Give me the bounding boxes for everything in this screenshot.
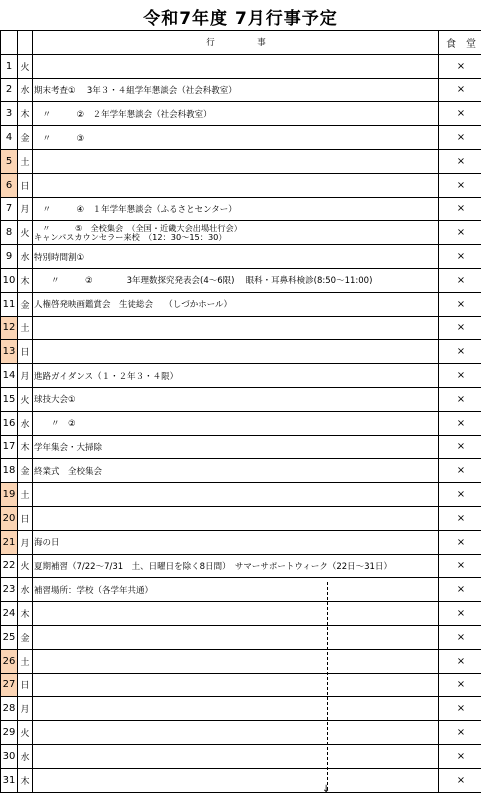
table-row bbox=[1, 411, 481, 435]
cafeteria-cell: × bbox=[439, 54, 481, 78]
weekday-cell: 金 bbox=[18, 126, 33, 150]
day-cell: 17 bbox=[1, 435, 18, 459]
weekday-cell: 火 bbox=[18, 387, 33, 411]
event-cell bbox=[33, 649, 439, 673]
cafeteria-cell: × bbox=[439, 625, 481, 649]
cafeteria-cell: × bbox=[439, 173, 481, 197]
header-weekday bbox=[18, 31, 33, 55]
header-day bbox=[1, 31, 18, 55]
day-cell: 8 bbox=[1, 221, 18, 245]
event-cell bbox=[33, 483, 439, 507]
table-row bbox=[1, 316, 481, 340]
event-cell bbox=[33, 197, 439, 221]
table-row bbox=[1, 54, 481, 78]
event-text: 〃 ③ bbox=[34, 133, 85, 144]
event-text-2: キャンパスカウンセラー来校 （12：30〜15：30） bbox=[34, 231, 227, 242]
event-cell bbox=[33, 506, 439, 530]
weekday-cell: 木 bbox=[18, 435, 33, 459]
table-row bbox=[1, 744, 481, 768]
table-row bbox=[1, 435, 481, 459]
event-text: 夏期補習（7/22〜7/31 土、日曜日を除く8日間） サマーサポートウィーク（22日〜31日） bbox=[34, 561, 392, 572]
event-text: 海の日 bbox=[34, 538, 60, 549]
event-cell bbox=[33, 245, 439, 269]
weekday-cell: 日 bbox=[18, 340, 33, 364]
weekday-cell: 水 bbox=[18, 744, 33, 768]
day-cell: 25 bbox=[1, 625, 18, 649]
day-cell: 10 bbox=[1, 268, 18, 292]
day-cell: 30 bbox=[1, 744, 18, 768]
day-cell: 23 bbox=[1, 578, 18, 602]
day-cell: 24 bbox=[1, 602, 18, 626]
event-cell bbox=[33, 530, 439, 554]
table-row bbox=[1, 149, 481, 173]
day-cell: 7 bbox=[1, 197, 18, 221]
event-text: 〃 ② 3年理数探究発表会(4〜6限) 眼科・耳鼻科検診(8:50〜11:00) bbox=[34, 276, 373, 287]
cafeteria-cell: × bbox=[439, 602, 481, 626]
day-cell: 27 bbox=[1, 673, 18, 697]
table-row bbox=[1, 768, 481, 792]
event-text: 〃 ⑤ 全校集会 （全国・近畿大会出場壮行会） bbox=[34, 222, 242, 233]
cafeteria-cell: × bbox=[439, 102, 481, 126]
cafeteria-cell: × bbox=[439, 268, 481, 292]
day-cell: 13 bbox=[1, 340, 18, 364]
event-cell bbox=[33, 268, 439, 292]
weekday-cell: 火 bbox=[18, 54, 33, 78]
event-cell bbox=[33, 673, 439, 697]
period-arrow-line bbox=[327, 582, 328, 790]
event-cell bbox=[33, 554, 439, 578]
day-cell: 14 bbox=[1, 364, 18, 388]
weekday-cell: 金 bbox=[18, 459, 33, 483]
event-cell bbox=[33, 697, 439, 721]
table-row bbox=[1, 197, 481, 221]
day-cell: 9 bbox=[1, 245, 18, 269]
event-cell bbox=[33, 602, 439, 626]
weekday-cell: 日 bbox=[18, 673, 33, 697]
weekday-cell: 木 bbox=[18, 268, 33, 292]
day-cell: 5 bbox=[1, 149, 18, 173]
weekday-cell: 月 bbox=[18, 364, 33, 388]
event-cell bbox=[33, 149, 439, 173]
table-row bbox=[1, 364, 481, 388]
cafeteria-cell: × bbox=[439, 292, 481, 316]
day-cell: 19 bbox=[1, 483, 18, 507]
header-row bbox=[1, 31, 481, 55]
cafeteria-cell: × bbox=[439, 554, 481, 578]
day-cell: 28 bbox=[1, 697, 18, 721]
cafeteria-cell: × bbox=[439, 78, 481, 102]
event-cell bbox=[33, 78, 439, 102]
cafeteria-cell: × bbox=[439, 459, 481, 483]
event-text: 〃 ④ １年学年懇談会（ふるさとセンター） bbox=[34, 204, 237, 215]
event-cell bbox=[33, 316, 439, 340]
event-cell bbox=[33, 459, 439, 483]
event-cell bbox=[33, 744, 439, 768]
day-cell: 22 bbox=[1, 554, 18, 578]
day-cell: 4 bbox=[1, 126, 18, 150]
weekday-cell: 金 bbox=[18, 292, 33, 316]
table-row bbox=[1, 387, 481, 411]
table-row bbox=[1, 530, 481, 554]
weekday-cell: 木 bbox=[18, 768, 33, 792]
table-row bbox=[1, 673, 481, 697]
table-row bbox=[1, 721, 481, 745]
table-row bbox=[1, 697, 481, 721]
table-row bbox=[1, 625, 481, 649]
cafeteria-cell: × bbox=[439, 673, 481, 697]
day-cell: 29 bbox=[1, 721, 18, 745]
table-row bbox=[1, 292, 481, 316]
cafeteria-cell: × bbox=[439, 245, 481, 269]
cafeteria-cell: × bbox=[439, 578, 481, 602]
weekday-cell: 水 bbox=[18, 578, 33, 602]
weekday-cell: 水 bbox=[18, 245, 33, 269]
event-text: 補習場所：学校（各学年共通） bbox=[34, 585, 154, 596]
event-text: 期末考査① 3年３・４組学年懇談会（社会科教室） bbox=[34, 85, 237, 96]
event-text: 特別時間割① bbox=[34, 252, 85, 263]
cafeteria-cell: × bbox=[439, 744, 481, 768]
cafeteria-cell: × bbox=[439, 721, 481, 745]
table-row bbox=[1, 602, 481, 626]
event-cell bbox=[33, 340, 439, 364]
event-cell bbox=[33, 721, 439, 745]
weekday-cell: 土 bbox=[18, 316, 33, 340]
weekday-cell: 火 bbox=[18, 554, 33, 578]
weekday-cell: 木 bbox=[18, 102, 33, 126]
day-cell: 2 bbox=[1, 78, 18, 102]
event-cell bbox=[33, 221, 439, 245]
event-text: 〃 ② ２年学年懇談会（社会科教室） bbox=[34, 109, 212, 120]
day-cell: 3 bbox=[1, 102, 18, 126]
table-row bbox=[1, 126, 481, 150]
header-events: 行 事 bbox=[33, 31, 439, 55]
weekday-cell: 水 bbox=[18, 78, 33, 102]
event-cell bbox=[33, 411, 439, 435]
event-cell bbox=[33, 102, 439, 126]
cafeteria-cell: × bbox=[439, 435, 481, 459]
schedule-table bbox=[0, 30, 481, 793]
cafeteria-cell: × bbox=[439, 364, 481, 388]
day-cell: 18 bbox=[1, 459, 18, 483]
cafeteria-cell: × bbox=[439, 649, 481, 673]
day-cell: 11 bbox=[1, 292, 18, 316]
table-row bbox=[1, 506, 481, 530]
table-row bbox=[1, 102, 481, 126]
weekday-cell: 火 bbox=[18, 721, 33, 745]
event-cell bbox=[33, 625, 439, 649]
arrow-down-icon: ↓ bbox=[322, 784, 331, 795]
event-cell bbox=[33, 54, 439, 78]
cafeteria-cell: × bbox=[439, 197, 481, 221]
day-cell: 16 bbox=[1, 411, 18, 435]
cafeteria-cell: × bbox=[439, 506, 481, 530]
cafeteria-cell: × bbox=[439, 316, 481, 340]
weekday-cell: 月 bbox=[18, 697, 33, 721]
weekday-cell: 月 bbox=[18, 530, 33, 554]
table-row bbox=[1, 649, 481, 673]
table-row bbox=[1, 221, 481, 245]
event-text: 人権啓発映画鑑賞会 生徒総会 （しづかホール） bbox=[34, 300, 233, 311]
cafeteria-cell: × bbox=[439, 149, 481, 173]
day-cell: 12 bbox=[1, 316, 18, 340]
event-cell bbox=[33, 292, 439, 316]
day-cell: 26 bbox=[1, 649, 18, 673]
cafeteria-cell: × bbox=[439, 340, 481, 364]
weekday-cell: 日 bbox=[18, 506, 33, 530]
event-cell bbox=[33, 768, 439, 792]
day-cell: 20 bbox=[1, 506, 18, 530]
day-cell: 1 bbox=[1, 54, 18, 78]
cafeteria-cell: × bbox=[439, 768, 481, 792]
event-text: 終業式 全校集会 bbox=[34, 466, 103, 477]
table-row bbox=[1, 173, 481, 197]
event-cell bbox=[33, 387, 439, 411]
table-row bbox=[1, 554, 481, 578]
weekday-cell: 日 bbox=[18, 173, 33, 197]
cafeteria-cell: × bbox=[439, 411, 481, 435]
weekday-cell: 土 bbox=[18, 649, 33, 673]
day-cell: 21 bbox=[1, 530, 18, 554]
weekday-cell: 月 bbox=[18, 197, 33, 221]
table-row bbox=[1, 578, 481, 602]
cafeteria-cell: × bbox=[439, 483, 481, 507]
cafeteria-cell: × bbox=[439, 387, 481, 411]
day-cell: 6 bbox=[1, 173, 18, 197]
event-cell bbox=[33, 173, 439, 197]
cafeteria-cell: × bbox=[439, 530, 481, 554]
event-cell bbox=[33, 126, 439, 150]
table-row bbox=[1, 245, 481, 269]
day-cell: 31 bbox=[1, 768, 18, 792]
cafeteria-cell: × bbox=[439, 126, 481, 150]
header-cafeteria: 食 堂 bbox=[439, 31, 481, 55]
cafeteria-cell: × bbox=[439, 221, 481, 245]
event-text: 学年集会・大掃除 bbox=[34, 442, 103, 453]
event-cell bbox=[33, 578, 439, 602]
day-cell: 15 bbox=[1, 387, 18, 411]
table-row bbox=[1, 483, 481, 507]
table-row bbox=[1, 340, 481, 364]
event-cell bbox=[33, 364, 439, 388]
table-row bbox=[1, 459, 481, 483]
weekday-cell: 水 bbox=[18, 411, 33, 435]
event-cell bbox=[33, 435, 439, 459]
table-row bbox=[1, 268, 481, 292]
event-text: 〃 ② bbox=[34, 419, 76, 430]
weekday-cell: 火 bbox=[18, 221, 33, 245]
event-text: 球技大会① bbox=[34, 395, 76, 406]
cafeteria-cell: × bbox=[439, 697, 481, 721]
event-text: 進路ガイダンス（１・２年３・４限） bbox=[34, 371, 179, 382]
table-row bbox=[1, 78, 481, 102]
weekday-cell: 土 bbox=[18, 149, 33, 173]
weekday-cell: 木 bbox=[18, 602, 33, 626]
weekday-cell: 土 bbox=[18, 483, 33, 507]
page-title: 令和7年度 7月行事予定 bbox=[143, 9, 338, 29]
weekday-cell: 金 bbox=[18, 625, 33, 649]
